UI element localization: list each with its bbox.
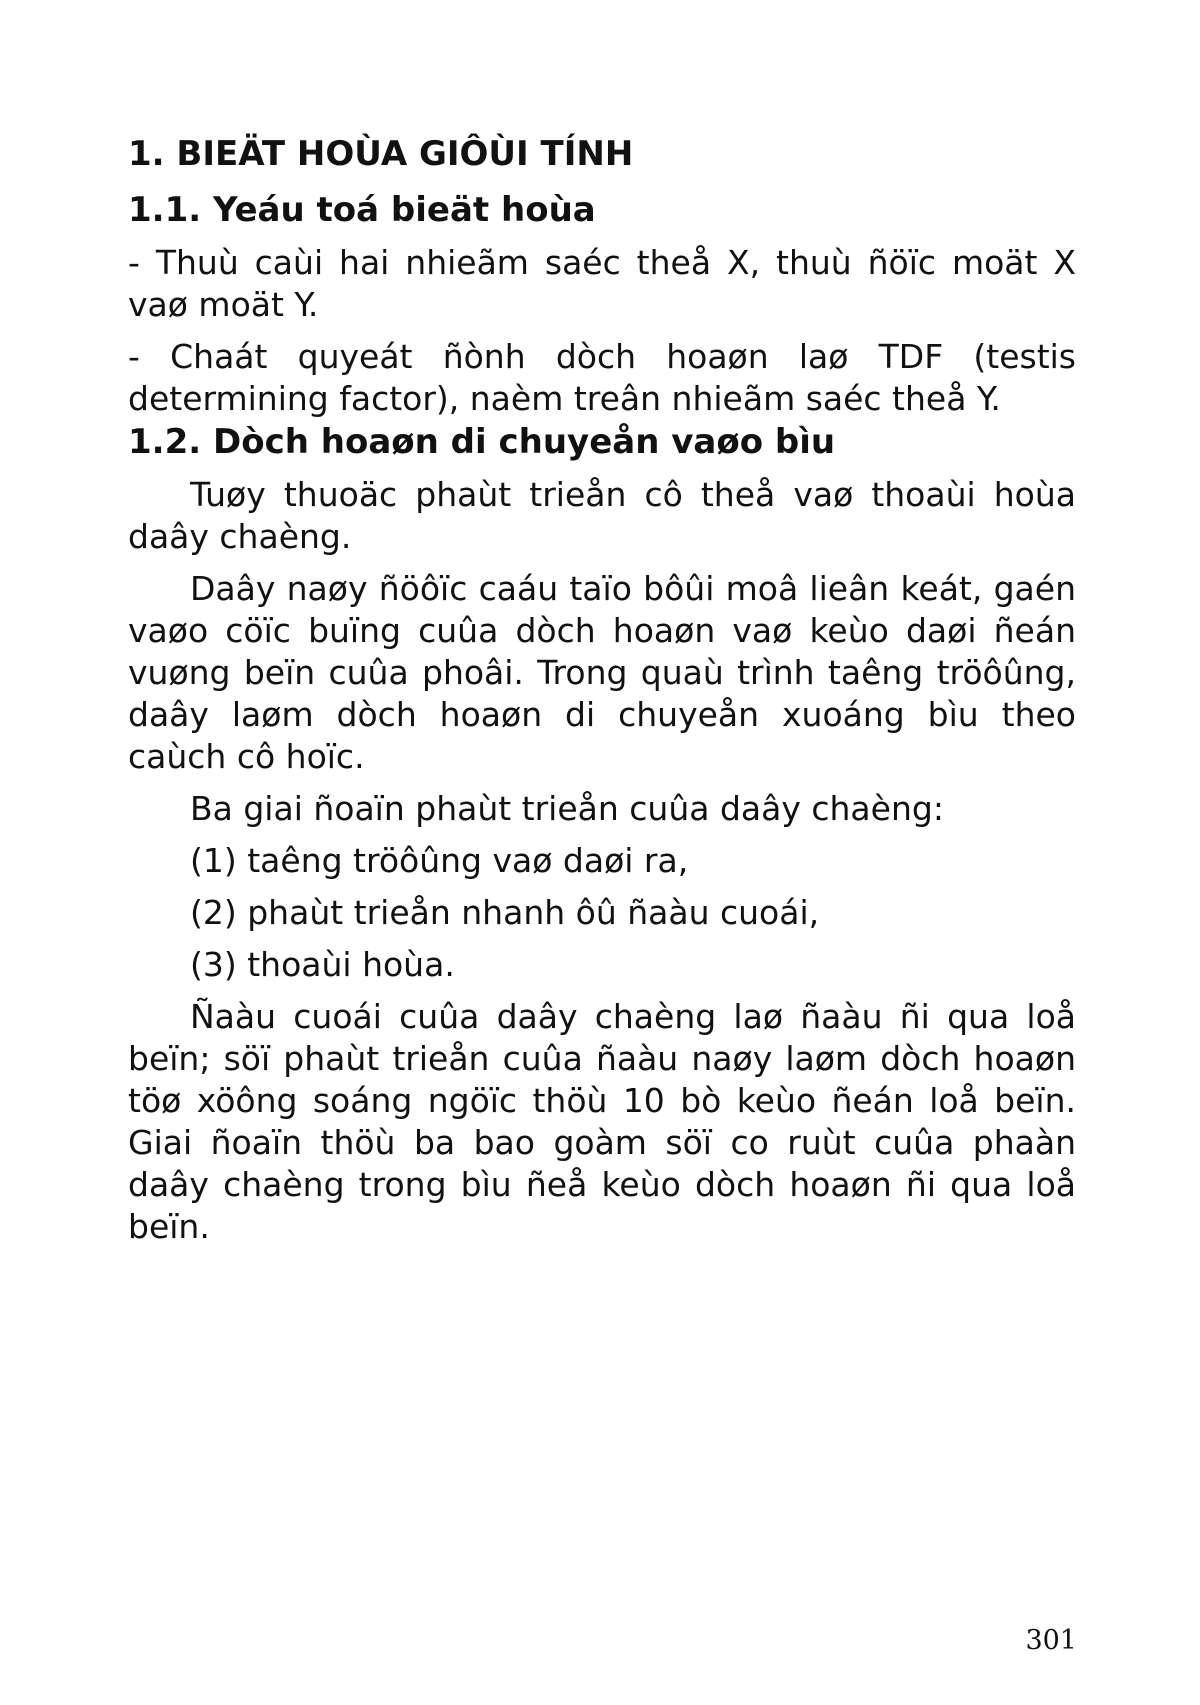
chapter-heading: 1. BIEÄT HOÙA GIÔÙI TÍNH	[128, 134, 634, 174]
list-item: (3) thoaùi hoùa.	[190, 945, 455, 984]
page-number: 301	[1025, 1625, 1077, 1656]
page-content	[128, 132, 1076, 1258]
section-1-paragraph-1: - Thuù caùi hai nhieãm saéc theå X, thuù ñöïc moät X vaø moät Y.	[128, 243, 1076, 324]
list-item: (1) taêng tröôûng vaø daøi ra,	[190, 841, 689, 880]
section-2-title: 1.2. Dòch hoaøn di chuyeån vaøo bìu	[128, 422, 836, 462]
section-2-paragraph-4: Ñaàu cuoái cuûa daây chaèng laø ñaàu ñi qua loå beïn; söï phaùt trieån cuûa ñaàu naøy laøm dòch hoaøn töø xöông soáng ngöïc thöù 10 bò keùo ñeán loå beïn. Giai ñoaïn thöù ba bao goàm söï co ruùt cuûa phaàn daây chaèng trong bìu ñeå keùo dòch hoaøn ñi qua loå beïn.	[128, 997, 1076, 1246]
section-1-paragraph-2: - Chaát quyeát ñònh dòch hoaøn laø TDF (testis determining factor), naèm treân nhieãm saéc theå Y.	[128, 337, 1076, 418]
section-2-paragraph-1: Tuøy thuoäc phaùt trieån cô theå vaø thoaùi hoùa daây chaèng.	[128, 475, 1076, 556]
section-2-paragraph-3: Ba giai ñoaïn phaùt trieån cuûa daây chaèng:	[190, 789, 944, 828]
section-2-paragraph-2: Daây naøy ñöôïc caáu taïo bôûi moâ lieân keát, gaén vaøo cöïc buïng cuûa dòch hoaøn vaø keùo daøi ñeán vuøng beïn cuûa phoâi. Trong quaù trình taêng tröôûng, daây laøm dòch hoaøn di chuyeån xuoáng bìu theo caùch cô hoïc.	[128, 569, 1076, 776]
section-1-title: 1.1. Yeáu toá bieät hoùa	[128, 190, 596, 230]
list-item: (2) phaùt trieån nhanh ôû ñaàu cuoái,	[190, 893, 820, 932]
